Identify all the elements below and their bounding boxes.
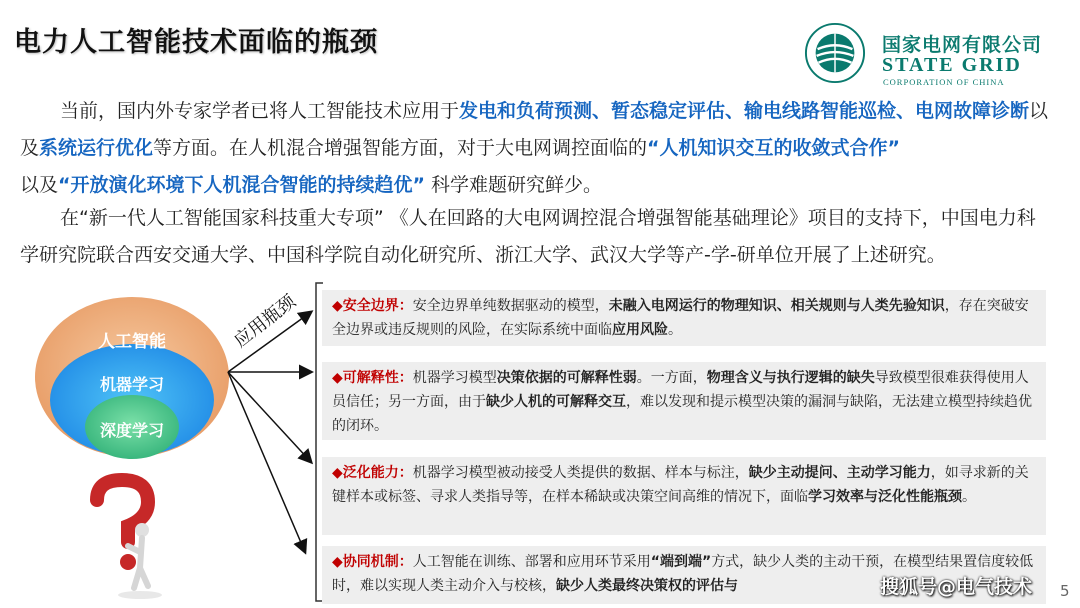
p1-text: 当前，国内外专家学者已将人工智能技术应用于 bbox=[60, 100, 460, 122]
p1-text: 科学难题研究鲜少。 bbox=[425, 174, 603, 196]
label-ml: 机器学习 bbox=[99, 375, 165, 394]
item-text: 安全边界单纯数据驱动的模型， bbox=[412, 298, 609, 314]
bottleneck-item-explainability bbox=[322, 362, 1046, 440]
item-bold: 缺少人类最终决策权的评估与 bbox=[556, 578, 738, 594]
page-title: 电力人工智能技术面临的瓶颈 bbox=[14, 27, 378, 58]
intro-paragraph-2: 在“新一代人工智能国家科技重大专项” 《人在回路的大电网调控混合增强智能基础理论》项目的支持下，中国电力科学研究院联合西安交通大学、中国科学院自动化研究所、浙江大学、武汉大学等产-学-研单位开展了上述研究。 bbox=[20, 207, 1036, 266]
state-grid-globe-icon bbox=[804, 22, 866, 84]
item-bold: 未融入电网运行的物理知识、相关规则与人类先验知识 bbox=[608, 298, 945, 314]
label-dl: 深度学习 bbox=[99, 421, 165, 440]
p1-highlight-1: 发电和负荷预测、暂态稳定评估、输电线路智能巡检、电网故障诊断 bbox=[459, 100, 1030, 122]
item-bold: 决策依据的可解释性弱 bbox=[496, 370, 637, 386]
item-text: 机器学习模型被动接受人类提供的数据、样本与标注， bbox=[412, 465, 749, 481]
item-text: ，存在突破安全边界或违反规则的风险，在实际系统中面临 bbox=[332, 298, 1029, 338]
item-text: 机器学习模型 bbox=[412, 370, 497, 386]
item-bold: 应用风险 bbox=[612, 322, 668, 338]
state-grid-logo bbox=[798, 22, 1058, 92]
item-text: 导致模型很难获得使用人员信任；另一方面，由于 bbox=[332, 370, 1029, 410]
item-bold: 缺少人机的可解释交互 bbox=[486, 394, 626, 410]
p1-text: 以及 bbox=[20, 174, 59, 196]
bottleneck-item-safety bbox=[322, 290, 1046, 346]
label-ai: 人工智能 bbox=[98, 332, 166, 352]
item-text: ，难以发现和提示模型决策的漏洞与缺陷，无法建立模型持续趋优的闭环。 bbox=[332, 394, 1032, 434]
logo-text-cn: 国家电网有限公司 bbox=[882, 34, 1043, 56]
intro-paragraph-1 bbox=[20, 93, 1050, 204]
item-bold: 缺少主动提问、主动学习能力 bbox=[748, 465, 931, 481]
logo-text-en: STATE GRID bbox=[882, 54, 1022, 76]
p1-quote-1: “人机知识交互的收敛式合作” bbox=[647, 137, 901, 159]
item-text: 。一方面， bbox=[636, 370, 707, 386]
item-text: 。 bbox=[962, 489, 976, 505]
item-title: ◆可解释性： bbox=[332, 370, 413, 386]
item-text: 人工智能在训练、部署和应用环节采用 bbox=[412, 554, 651, 570]
p1-highlight-2: 系统运行优化 bbox=[39, 137, 154, 159]
p1-text: 以及 bbox=[20, 100, 1049, 159]
item-bold: “端到端” bbox=[650, 554, 712, 570]
watermark: 搜狐号@电气技术 bbox=[880, 576, 1033, 598]
ai-venn-diagram bbox=[0, 290, 330, 608]
item-bold: 物理含义与执行逻辑的缺失 bbox=[706, 370, 875, 386]
item-title: ◆协同机制： bbox=[332, 554, 413, 570]
logo-text-sub: CORPORATION OF CHINA bbox=[883, 77, 1005, 87]
arrow-4 bbox=[228, 372, 305, 552]
arrow-label: 应用瓶颈 bbox=[230, 291, 300, 352]
item-text: ，如寻求新的关键样本或标签、寻求人类指导等，在样本稀缺或决策空间高维的情况下，面临 bbox=[332, 465, 1029, 505]
item-text: 。 bbox=[668, 322, 682, 338]
p1-quote-2: “开放演化环境下人机混合智能的持续趋优” bbox=[58, 174, 425, 196]
question-mark-figure bbox=[97, 480, 162, 599]
bottleneck-item-generalization bbox=[322, 457, 1046, 535]
item-title: ◆泛化能力： bbox=[332, 465, 413, 481]
item-text: 方式，缺少人类的主动干预，在模型结果置信度较低时，难以实现人类主动介入与校核， bbox=[332, 554, 1034, 594]
page-number: 5 bbox=[1060, 582, 1070, 600]
arrow-3 bbox=[228, 372, 311, 462]
item-bold: 学习效率与泛化性能瓶颈 bbox=[808, 489, 962, 505]
item-title: ◆安全边界： bbox=[332, 298, 413, 314]
p1-text: 等方面。在人机混合增强智能方面，对于大电网调控面临的 bbox=[153, 137, 648, 159]
